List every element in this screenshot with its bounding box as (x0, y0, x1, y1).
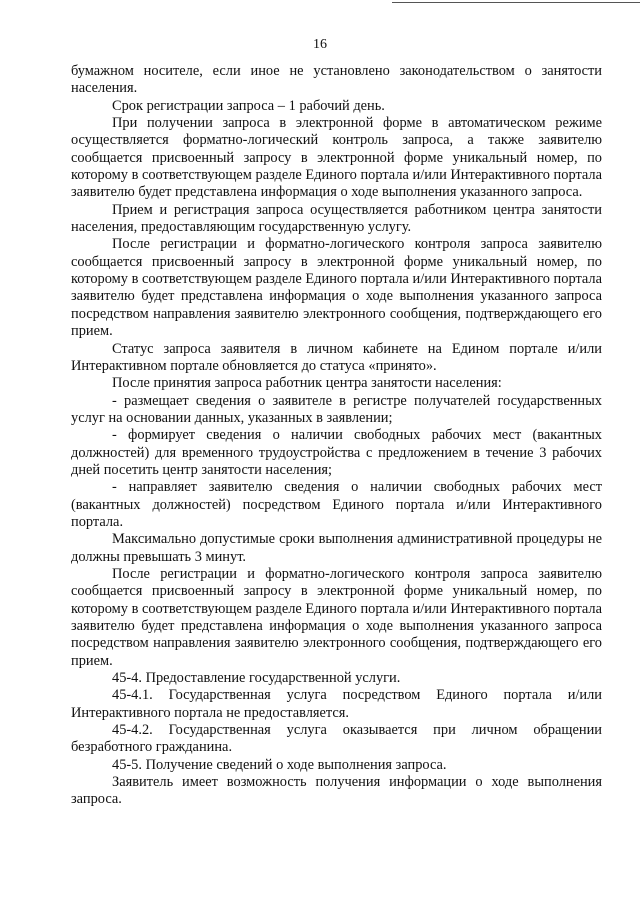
paragraph: 45-4.2. Государственная услуга оказывается при личном обращении безработного гражданина. (71, 722, 602, 756)
top-rule (392, 2, 640, 3)
paragraph: 45-4.1. Государственная услуга посредством Единого портала и/или Интерактивного портала не предоставляется. (71, 687, 602, 721)
paragraph: Статус запроса заявителя в личном кабинете на Едином портале и/или Интерактивном портале обновляется до статуса «принято». (71, 340, 602, 374)
list-item: - направляет заявителю сведения о наличии свободных рабочих мест (вакантных должностей) посредством Единого портала и/или Интерактивного портала. (71, 479, 602, 530)
list-item: - размещает сведения о заявителе в регистре получателей государственных услуг на основании данных, указанных в заявлении; (71, 392, 602, 426)
section-heading: 45-5. Получение сведений о ходе выполнения запроса. (112, 756, 447, 773)
paragraph: бумажном носителе, если иное не установлено законодательством о занятости населения. (71, 63, 602, 97)
paragraph: После регистрации и форматно-логического контроля запроса заявителю сообщается присвоенный запросу в электронной форме уникальный номер, по которому в соответствующем разделе Единого портала и/или Интерактивного портала заявителю будет представлена информация о ходе выполнения указанного запроса посредством направления заявителю электронного сообщения, подтверждающего его прием. (71, 565, 602, 669)
paragraph: Прием и регистрация запроса осуществляется работником центра занятости населения, предоставляющим государственную услугу. (71, 201, 602, 236)
paragraph: После принятия запроса работник центра занятости населения: (112, 375, 502, 392)
section-heading: 45-4. Предоставление государственной услуги. (112, 670, 401, 687)
paragraph: Заявитель имеет возможность получения информации о ходе выполнения запроса. (71, 774, 602, 808)
paragraph: Максимально допустимые сроки выполнения административной процедуры не должны превышать 3 минут. (71, 531, 602, 565)
paragraph: Срок регистрации запроса – 1 рабочий день. (112, 97, 385, 114)
page-number: 16 (313, 37, 327, 52)
paragraph: При получении запроса в электронной форме в автоматическом режиме осуществляется форматно-логический контроль запроса, а также заявителю сообщается присвоенный запросу в электронной форме уникальный номер, по которому в соответствующем разделе Единого портала и/или Интерактивного портала заявителю будет представлена информация о ходе выполнения указанного запроса. (71, 115, 602, 201)
list-item: - формирует сведения о наличии свободных рабочих мест (вакантных должностей) для временного трудоустройства с предложением в течение 3 рабочих дней посетить центр занятости населения; (71, 427, 602, 478)
document-body (71, 63, 602, 809)
paragraph: После регистрации и форматно-логического контроля запроса заявителю сообщается присвоенный запросу в электронной форме уникальный номер, по которому в соответствующем разделе Единого портала и/или Интерактивного портала заявителю будет представлена информация о ходе выполнения указанного запроса посредством направления заявителю электронного сообщения, подтверждающего его прием. (71, 236, 602, 340)
